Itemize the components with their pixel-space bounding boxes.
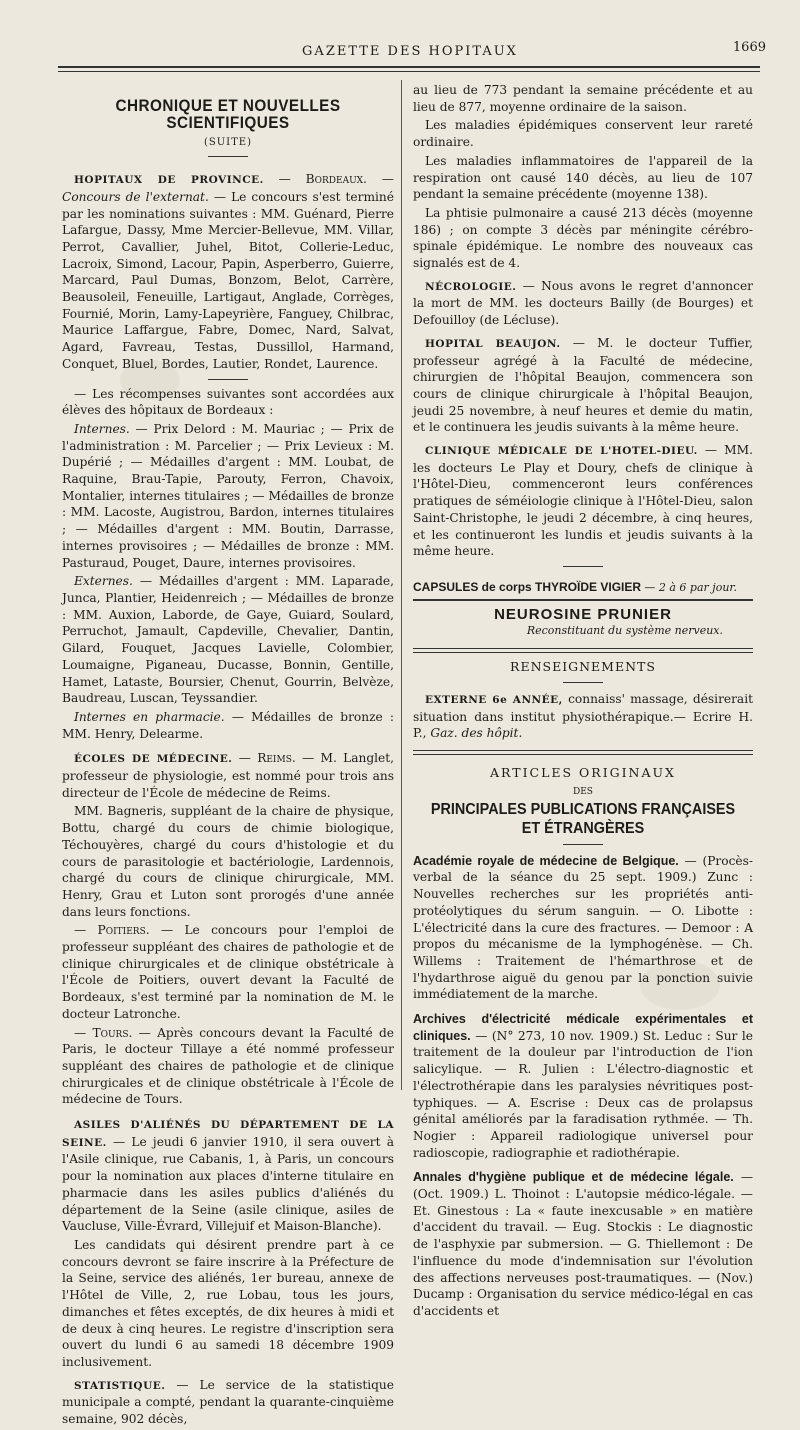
paragraph: HOPITAL BEAUJON. — M. le docteur Tuffier, professeur agrégé à la Faculté de médecine, chirurgien de l'hôpital Beaujon, commencera son cours de clinique chirurgicale à l'hôpital Beaujon, jeudi 25 novembre, à neuf heures et demie du matin, et le continuera les jeudis suivants à la même heure.	[413, 335, 753, 435]
rubric-label: NÉCROLOGIE.	[425, 280, 517, 293]
divider	[563, 844, 603, 845]
page-number: 1669	[732, 40, 766, 55]
divider	[208, 156, 248, 157]
renseignements-title: RENSEIGNEMENTS	[510, 659, 656, 675]
paragraph: Internes. — Prix Delord : M. Mauriac ; — Prix de l'administration : M. Parcelier ; — Prix Levieux : M. Dupérié ; — Médailles d'argent : MM. Loubat, de Raquine, Brau-Tapie, Parouty, Ferron, Chavoix, Montalier, internes titulaires ; — Médailles de bronze : MM. Lacoste, Augistrou, Bardon, internes titulaires ; — Médailles d'argent : MM. Boutin, Darrasse, internes provisoires ; — Médailles de bronze : MM. Pasturaud, Pouget, Daure, internes provisoires.	[62, 421, 394, 570]
brand-name: NEUROSINE PRUNIER	[494, 605, 672, 623]
publication-entry: Archives d'électricité médicale expérimentales et cliniques. — (N° 273, 10 nov. 1909.) St. Leduc : Sur le traitement de la douleur par l'introduction de l'ion salicylique. — R. Julien : L'électro-diagnostic et l'électrothérapie dans les paralysies névritiques post-typhiques. — A. Escrise : Deux cas de prolapsus génital améliorés par la faradisation rythmée. — Th. Nogier : Appareil radiologique universel pour radioscopie, radiographie et radiothérapie.	[413, 1012, 754, 1160]
section-subtitle: (SUITE)	[203, 137, 252, 149]
paragraph: NÉCROLOGIE. — Nous avons le regret d'annoncer la mort de MM. les docteurs Bailly (de Bourges) et Defouilloy (de Lécluse).	[413, 278, 754, 328]
header-rule	[58, 66, 760, 68]
articles-title: ARTICLES ORIGINAUX	[490, 764, 676, 780]
rubric-label: HOPITAL BEAUJON.	[425, 337, 561, 350]
paragraph: Les maladies inflammatoires de l'appareil de la respiration ont causé 140 décès, au lieu de 107 pendant la semaine précédente (moyenne 138).	[413, 153, 753, 202]
articles-des: DES	[573, 786, 593, 797]
publication-entry: Académie royale de médecine de Belgique. — (Procès-verbal de la séance du 25 sept. 1909.) Zunc : Nouvelles recherches sur les propriétés anti-protéolytiques du sérum sanguin. — O. Libotte : L'électricité dans la cure des fractures. — Demoor : A propos du mécanisme de la lymphogénèse. — Ch. Willems : Traitement de l'hémarthrose et de l'hydarthrose aiguë du genou par la ponction suivie immédiatement de la marche.	[413, 853, 754, 1002]
paragraph: ASILES D'ALIÉNÉS DU DÉPARTEMENT DE LA SEINE. — Le jeudi 6 janvier 1910, il sera ouvert à l'Asile clinique, rue Cabanis, 1, à Paris, un concours pour la nomination aux places d'interne titulaire en pharmacie dans les asiles publics d'aliénés du département de la Seine (asile clinique, asiles de Vaucluse, Ville-Évrard, Villejuif et Maison-Blanche).	[62, 1119, 395, 1234]
divider	[563, 682, 603, 683]
divider	[563, 566, 603, 567]
rubric-label: ASILES D'ALIÉNÉS DU DÉPARTEMENT DE LA SEINE.	[62, 1119, 394, 1149]
paragraph: Internes en pharmacie. — Médailles de bronze : MM. Henry, Delearme.	[62, 709, 394, 741]
double-rule	[413, 750, 753, 755]
paragraph: MM. Bagneris, suppléant de la chaire de physique, Bottu, chargé du cours de chimie biologique, Téchouyères, chargé du cours d'histologie et du cours de parasitologie et bactériologie, Lardennois, chargé du cours de clinique chirurgicale, MM. Henry, Grau et Luton sont prorogés d'une année dans leurs fonctions.	[62, 804, 394, 919]
running-title: GAZETTE DES HOPITAUX	[302, 44, 518, 59]
column-divider	[401, 80, 402, 1090]
right-column	[413, 82, 753, 1320]
paragraph: Les candidats qui désirent prendre part à ce concours devront se faire inscrire à la Préfecture de la Seine, service des aliénés, 1er bureau, annexe de l'Hôtel de Ville, 2, rue Lobau, tous les jours, dimanches et fêtes exceptés, de dix heures à midi et de deux à cinq heures. Le registre d'inscription sera ouvert du lundi 6 au samedi 18 décembre 1909 inclusivement.	[62, 1238, 394, 1369]
divider	[413, 599, 753, 601]
paragraph: au lieu de 773 pendant la semaine précédente et au lieu de 877, moyenne ordinaire de la saison.	[413, 83, 753, 114]
advertisement: CAPSULES de corps THYROÏDE VIGIER — 2 à 6 par jour.	[413, 579, 737, 594]
paragraph: La phtisie pulmonaire a causé 213 décès (moyenne 186) ; on compte 3 décès par méningite cérébro-spinale épidémique. Le nombre des nouveaux cas signalés est de 4.	[413, 205, 753, 271]
rubric-label: CLINIQUE MÉDICALE DE L'HOTEL-DIEU.	[425, 445, 698, 458]
paragraph: HOPITAUX DE PROVINCE. — Bordeaux. — Concours de l'externat. — Le concours s'est terminé par les nominations suivantes : MM. Guénard, Pierre Lafargue, Dassy, Mme Mercier-Bellevue, MM. Villar, Perrot, Cavallier, Juhel, Bitot, Collerie-Leduc, Lacroix, Simond, Lacour, Papin, Asperberro, Guierre, Marcard, Paul Dumas, Bonzom, Belot, Carrère, Beausoleil, Feneuille, Lartigaut, Anglade, Corrèges, Fournié, Morin, Lamy-Lapeyrière, Fanguey, Chilbrac, Maurice Laffargue, Fabre, Domec, Nard, Salvat, Agard, Favreau, Testas, Dussillol, Harmand, Conquet, Bluel, Bordes, Lautier, Rondet, Laurence.	[62, 172, 394, 371]
section-title: CHRONIQUE ET NOUVELLES SCIENTIFIQUES	[115, 96, 341, 132]
paragraph: — Les récompenses suivantes sont accordées aux élèves des hôpitaux de Bordeaux :	[62, 386, 395, 418]
left-column	[62, 82, 394, 1430]
rubric-label: ÉCOLES DE MÉDECINE.	[74, 753, 233, 766]
paragraph: Externes. — Médailles d'argent : MM. Laparade, Junca, Plantier, Heidenreich ; — Médailles de bronze : MM. Auxion, Laborde, de Gaye, Guiard, Soulard, Perruchot, Jamault, Capdeville, Chevalier, Dantin, Gilard, Fouquet, Jacques Lavielle, Colombier, Loumaigne, Piganeau, Ducasse, Bonnin, Gentille, Hamet, Lataste, Boursier, Chenut, Gourrin, Belvèze, Baudreau, Luscan, Teyssandier.	[62, 574, 394, 706]
paragraph: STATISTIQUE. — Le service de la statistique municipale a compté, pendant la quarante-cinquième semaine, 902 décès,	[62, 1377, 394, 1427]
rubric-label: STATISTIQUE.	[74, 1379, 166, 1392]
divider	[208, 379, 248, 380]
publications-title-2: ET ÉTRANGÈRES	[521, 820, 645, 838]
paragraph: CLINIQUE MÉDICALE DE L'HOTEL-DIEU. — MM. les docteurs Le Play et Doury, chefs de clinique à l'Hôtel-Dieu, commenceront leurs conférences pratiques de séméiologie clinique à l'Hôtel-Dieu, salon Saint-Christophe, le jeudi 2 décembre, à cinq heures, et les continueront les lundis et jeudis suivants à la même heure.	[413, 443, 753, 559]
publications-title-1: PRINCIPALES PUBLICATIONS FRANÇAISES	[430, 801, 736, 819]
classified-ad: EXTERNE 6e ANNÉE, connaiss' massage, désirerait situation dans institut physiothérapique.— Ecrire H. P., Gaz. des hôpit.	[413, 691, 753, 741]
brand-tagline: Reconstituant du système nerveux.	[526, 624, 723, 638]
header-rule	[58, 71, 760, 72]
publication-entry: Annales d'hygiène publique et de médecine légale. — (Oct. 1909.) L. Thoinot : L'autopsie médico-légale. — Et. Ginestous : La « faute inexcusable » en matière d'accident du travail. — Eug. Stockis : Le diagnostic de l'asphyxie par submersion. — G. Thiellemont : De l'influence du mode d'indemnisation sur l'évolution des affections nerveuses post-traumatiques. — (Nov.) Ducamp : Organisation du service médico-légal en cas d'accidents et	[413, 1170, 753, 1318]
paragraph: ÉCOLES DE MÉDECINE. — Reims. — M. Langlet, professeur de physiologie, est nommé pour trois ans directeur de l'École de médecine de Reims.	[62, 751, 395, 800]
paragraph: — Tours. — Après concours devant la Faculté de Paris, le docteur Tillaye a été nommé professeur suppléant des chaires de pathologie et de clinique chirurgicales et de clinique obstétricale à l'École de médecine de Tours.	[62, 1025, 395, 1107]
paragraph: Les maladies épidémiques conservent leur rareté ordinaire.	[413, 118, 753, 150]
rubric-label: HOPITAUX DE PROVINCE.	[74, 174, 264, 187]
double-rule	[413, 648, 753, 653]
paragraph: — Poitiers. — Le concours pour l'emploi de professeur suppléant des chaires de pathologie et de clinique chirurgicales et de clinique obstétricale à l'École de Poitiers, ouvert devant la Faculté de Bordeaux, s'est terminé par la nomination de M. le docteur Latronche.	[62, 923, 394, 1021]
